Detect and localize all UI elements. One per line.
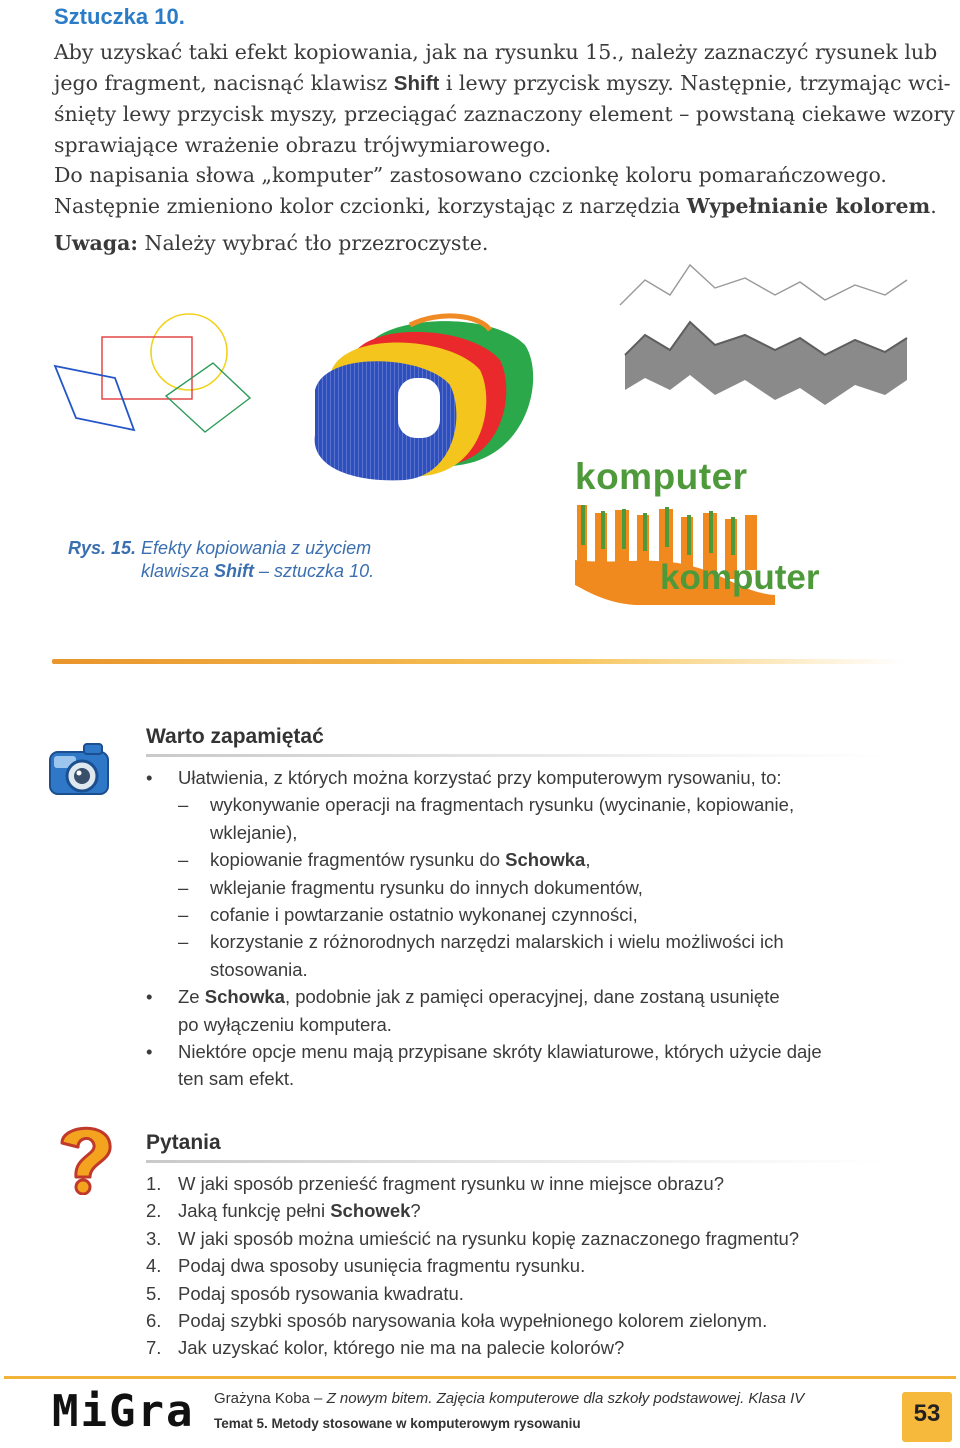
list-item-text: ,: [585, 849, 591, 871]
trick-title: Sztuczka 10.: [54, 4, 185, 29]
list-item-continuation: ten sam efekt.: [178, 1068, 295, 1090]
dash: –: [178, 849, 189, 871]
question-item: [146, 1334, 799, 1361]
question-number: 2.: [146, 1200, 162, 1222]
list-item-continuation: stosowania.: [210, 958, 308, 980]
list-item-continuation: po wyłączeniu komputera.: [178, 1013, 392, 1035]
list-item: [146, 1038, 822, 1065]
footer-book-title: Z nowym bitem. Zajęcia komputerowe dla szkoły podstawowej. Klasa IV: [326, 1390, 805, 1407]
list-item: [178, 874, 822, 901]
shift-key-term: Shift: [214, 561, 255, 581]
question-number: 6.: [146, 1310, 162, 1332]
list-item-text: cofanie i powtarzanie ostatnio wykonanej czynności,: [210, 904, 638, 926]
bullet: •: [146, 767, 153, 788]
section-divider: [52, 659, 904, 664]
komputer-word-bottom: komputer: [660, 558, 820, 597]
list-item: [178, 791, 822, 818]
text-line: [54, 228, 909, 259]
text-line: śnięty lewy przycisk myszy, przeciągać zaznaczony element – powstaną ciekawe wzory: [54, 102, 955, 126]
trick-paragraph-1: [54, 37, 955, 160]
list-item: [178, 928, 822, 955]
questions-list: [146, 1170, 800, 1362]
list-item: [146, 764, 822, 791]
caption-text: Efekty kopiowania z użyciem: [136, 538, 372, 558]
publisher-logo: MiGra: [52, 1386, 195, 1437]
question-text: Podaj dwa sposoby usunięcia fragmentu rysunku.: [178, 1255, 586, 1277]
list-item: [178, 901, 822, 928]
question-text: Jaką funkcję pełni: [178, 1200, 331, 1222]
text-span: i lewy przycisk myszy. Następnie, trzymając wci-: [439, 70, 951, 95]
list-item-text: Ułatwienia, z których można korzystać przy komputerowym rysowaniu, to:: [178, 767, 782, 788]
figure-caption: [68, 537, 374, 583]
question-number: 1.: [146, 1173, 162, 1194]
note-label: Uwaga:: [54, 231, 138, 255]
list-item: [178, 846, 822, 873]
footer-book-info: [214, 1390, 804, 1407]
remember-title: Warto zapamiętać: [146, 725, 324, 748]
mountains-figure: [615, 260, 915, 430]
dash: –: [178, 931, 189, 953]
question-number: 3.: [146, 1227, 162, 1249]
question-item: [146, 1170, 799, 1197]
question-text: Podaj szybki sposób narysowania koła wypełnionego kolorem zielonym.: [178, 1310, 768, 1332]
question-item: [146, 1307, 799, 1334]
dash: –: [178, 904, 189, 926]
komputer-word-top: komputer: [575, 456, 748, 497]
footer-divider: [4, 1376, 956, 1379]
shift-key-term: Shift: [393, 71, 440, 95]
bullet: •: [146, 1041, 153, 1063]
text-span: .: [930, 193, 937, 218]
remember-underline: [146, 754, 886, 757]
question-text: Jak uzyskać kolor, którego nie ma na palecie kolorów?: [178, 1337, 625, 1359]
question-number: 4.: [146, 1255, 162, 1277]
dash: –: [178, 794, 189, 816]
text-line: [54, 68, 951, 100]
questions-underline: [146, 1160, 886, 1163]
text-line: Do napisania słowa „komputer” zastosowano czcionkę koloru pomarańczowego.: [54, 163, 887, 187]
question-text: W jaki sposób można umieścić na rysunku kopię zaznaczonego fragmentu?: [178, 1227, 800, 1249]
sublist: [178, 791, 822, 983]
question-item: [146, 1225, 800, 1252]
question-text: W jaki sposób przenieść fragment rysunku w inne miejsce obrazu?: [178, 1173, 724, 1194]
list-item-text: , podobnie jak z pamięci operacyjnej, dane zostaną usunięte: [284, 986, 780, 1008]
questions-title: Pytania: [146, 1131, 221, 1154]
text-span: Następnie zmieniono kolor czcionki, korzystając z narzędzia: [54, 193, 687, 218]
copied-shapes-figure: [50, 308, 260, 438]
list-item-text: kopiowanie fragmentów rysunku do: [210, 849, 506, 871]
caption-text: klawisza: [141, 561, 215, 581]
text-span: jego fragment, nacisnąć klawisz: [54, 70, 394, 95]
question-text: Podaj sposób rysowania kwadratu.: [178, 1282, 464, 1304]
dash: –: [178, 876, 189, 898]
note-text: Należy wybrać tło przezroczyste.: [138, 231, 489, 255]
list-item-text: wykonywanie operacji na fragmentach rysunku (wycinanie, kopiowanie,: [210, 794, 795, 816]
3d-ring-figure: [310, 305, 540, 485]
question-item: [146, 1280, 799, 1307]
footer-author: Grażyna Koba –: [214, 1390, 327, 1407]
camera-icon: [44, 738, 112, 802]
list-item-text: Niektóre opcje menu mają przypisane skróty klawiaturowe, których użycie daje: [178, 1041, 822, 1063]
question-number: 7.: [146, 1337, 162, 1359]
bullet: •: [146, 986, 153, 1008]
trick-paragraph-2: [54, 160, 937, 221]
footer-topic: Temat 5. Metody stosowane w komputerowym rysowaniu: [214, 1416, 581, 1431]
fill-tool-term: Wypełnianie kolorem: [686, 193, 931, 218]
question-item: [146, 1252, 799, 1279]
text-line: [54, 191, 937, 222]
question-number: 5.: [146, 1282, 162, 1304]
list-item-text: korzystanie z różnorodnych narzędzi malarskich i wielu możliwości ich: [210, 931, 784, 953]
figure-number: Rys. 15.: [68, 538, 137, 558]
text-line: Aby uzyskać taki efekt kopiowania, jak na rysunku 15., należy zaznaczyć rysunek lub: [54, 40, 938, 64]
text-line: sprawiające wrażenie obrazu trójwymiarowego.: [54, 132, 552, 157]
clipboard-term: Schowka: [204, 986, 285, 1008]
list-item-continuation: wklejanie),: [210, 821, 298, 843]
question-mark-icon: [52, 1117, 118, 1195]
page-number: 53: [913, 1400, 941, 1427]
list-item-text: wklejanie fragmentu rysunku do innych dokumentów,: [210, 876, 643, 898]
list-item: [146, 983, 822, 1010]
clipboard-term: Schowka: [505, 849, 586, 871]
trick-note: [54, 228, 909, 259]
remember-list: [146, 764, 822, 1093]
caption-text: – sztuczka 10.: [254, 561, 375, 581]
question-text: ?: [410, 1200, 421, 1222]
clipboard-term: Schowek: [330, 1200, 411, 1222]
question-item: [146, 1197, 799, 1224]
list-item-text: Ze: [178, 986, 205, 1008]
